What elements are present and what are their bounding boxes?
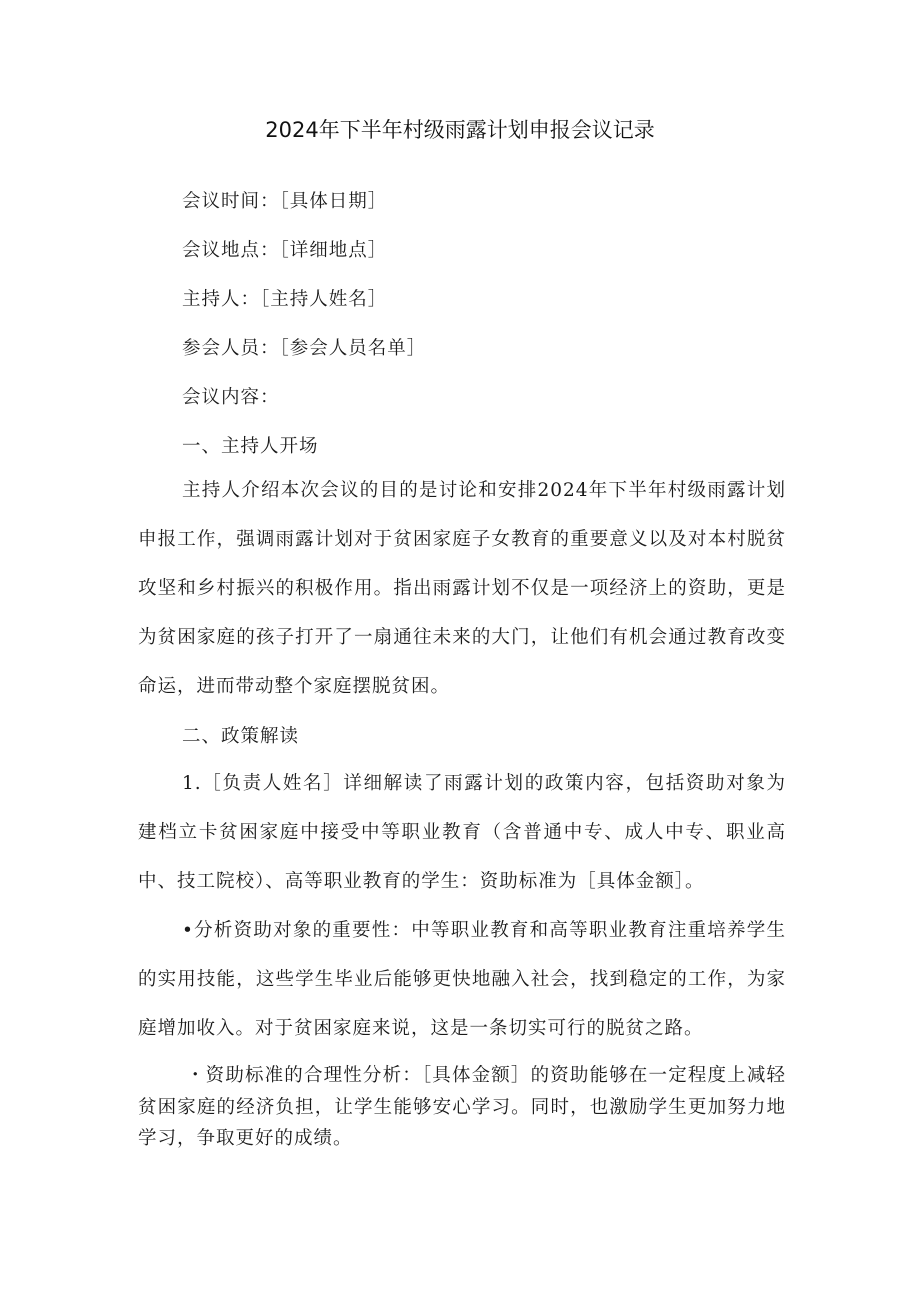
section-2-bullet-2: ・资助标准的合理性分析：［具体金额］的资助能够在一定程度上减轻贫困家庭的经济负担，让学生能够安心学习。同时，也激励学生更加努力地学习，争取更好的成绩。 xyxy=(138,1065,786,1149)
meeting-content-label: 会议内容： xyxy=(182,387,280,408)
section-1-heading: 一、主持人开场 xyxy=(182,436,319,457)
section-1-paragraph: 主持人介绍本次会议的目的是讨论和安排2024年下半年村级雨露计划申报工作，强调雨露计划对于贫困家庭子女教育的重要意义以及对本村脱贫攻坚和乡村振兴的积极作用。指出雨露计划不仅是一项经济上的资助，更是为贫困家庭的孩子打开了一扇通往未来的大门，让他们有机会通过教育改变命运，进而带动整个家庭摆脱贫困。 xyxy=(138,480,786,697)
meeting-time: 会议时间：［具体日期］ xyxy=(182,191,388,212)
section-2-item-1: 1.［负责人姓名］详细解读了雨露计划的政策内容，包括资助对象为建档立卡贫困家庭中接受中等职业教育（含普通中专、成人中专、职业高中、技工院校）、高等职业教育的学生：资助标准为［具体金额］。 xyxy=(138,773,786,892)
section-2-bullet-1: •分析资助对象的重要性：中等职业教育和高等职业教育注重培养学生的实用技能，这些学生毕业后能够更快地融入社会，找到稳定的工作，为家庭增加收入。对于贫困家庭来说，这是一条切实可行的脱贫之路。 xyxy=(138,920,786,1039)
meeting-place: 会议地点：［详细地点］ xyxy=(182,240,388,261)
section-2-heading: 二、政策解读 xyxy=(182,726,300,747)
document-title: 2024年下半年村级雨露计划申报会议记录 xyxy=(265,118,655,142)
meeting-attendees: 参会人员：［参会人员名单］ xyxy=(182,338,427,359)
meeting-host: 主持人：［主持人姓名］ xyxy=(182,289,388,310)
